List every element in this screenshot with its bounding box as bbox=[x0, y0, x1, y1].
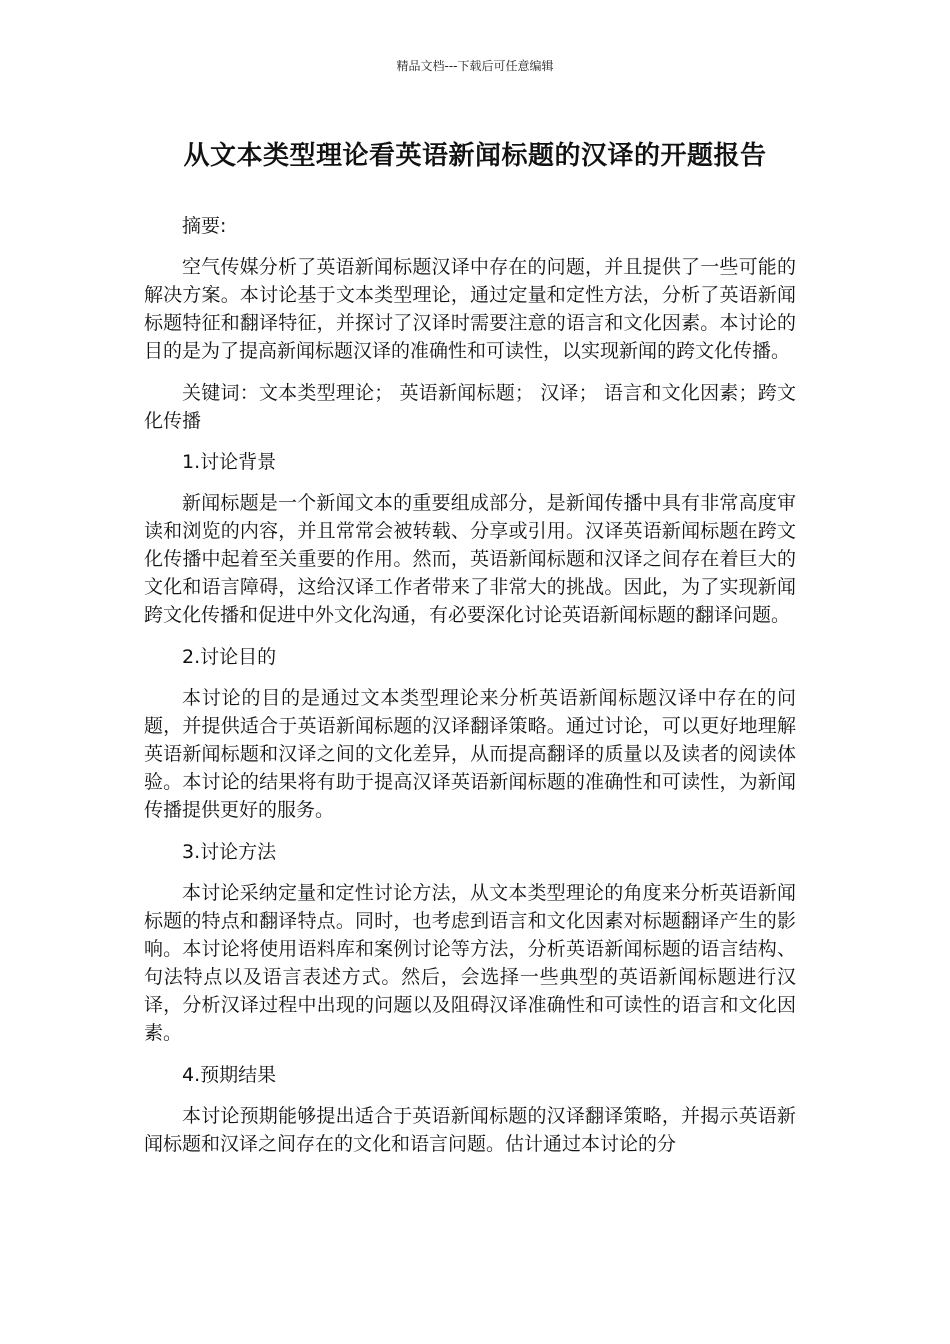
abstract-text: 空气传媒分析了英语新闻标题汉译中存在的问题，并且提供了一些可能的解决方案。本讨论基于文本类型理论，通过定量和定性方法，分析了英语新闻标题特征和翻译特征，并探讨了汉译时需要注意的语言和文化因素。本讨论的目的是为了提高新闻标题汉译的准确性和可读性，以实现新闻的跨文化传播。 bbox=[144, 256, 796, 362]
section-heading-background: 1.讨论背景 bbox=[182, 451, 277, 473]
section-heading-method: 3.讨论方法 bbox=[182, 841, 277, 863]
section-text-results: 本讨论预期能够提出适合于英语新闻标题的汉译翻译策略，并揭示英语新闻标题和汉译之间存在的文化和语言问题。估计通过本讨论的分 bbox=[144, 1105, 796, 1155]
abstract-label: 摘要: bbox=[182, 215, 227, 237]
section-text-method: 本讨论采纳定量和定性讨论方法，从文本类型理论的角度来分析英语新闻标题的特点和翻译特点。同时，也考虑到语言和文化因素对标题翻译产生的影响。本讨论将使用语料库和案例讨论等方法，分析英语新闻标题的语言结构、句法特点以及语言表述方式。然后，会选择一些典型的英语新闻标题进行汉译，分析汉译过程中出现的问题以及阻碍汉译准确性和可读性的语言和文化因素。 bbox=[144, 882, 796, 1044]
document-title: 从文本类型理论看英语新闻标题的汉译的开题报告 bbox=[183, 141, 767, 171]
page-header-note: 精品文档---下载后可任意编辑 bbox=[396, 59, 554, 73]
section-heading-purpose: 2.讨论目的 bbox=[182, 646, 277, 668]
section-heading-results: 4.预期结果 bbox=[182, 1064, 277, 1086]
section-text-purpose: 本讨论的目的是通过文本类型理论来分析英语新闻标题汉译中存在的问题，并提供适合于英语新闻标题的汉译翻译策略。通过讨论，可以更好地理解英语新闻标题和汉译之间的文化差异，从而提高翻译的质量以及读者的阅读体验。本讨论的结果将有助于提高汉译英语新闻标题的准确性和可读性，为新闻传播提供更好的服务。 bbox=[144, 687, 796, 821]
keywords-line: 关键词：文本类型理论； 英语新闻标题； 汉译； 语言和文化因素；跨文化传播 bbox=[144, 382, 796, 432]
section-text-background: 新闻标题是一个新闻文本的重要组成部分，是新闻传播中具有非常高度审读和浏览的内容，并且常常会被转载、分享或引用。汉译英语新闻标题在跨文化传播中起着至关重要的作用。然而，英语新闻标题和汉译之间存在着巨大的文化和语言障碍，这给汉译工作者带来了非常大的挑战。因此，为了实现新闻跨文化传播和促进中外文化沟通，有必要深化讨论英语新闻标题的翻译问题。 bbox=[144, 492, 796, 626]
document-body bbox=[144, 212, 796, 1172]
